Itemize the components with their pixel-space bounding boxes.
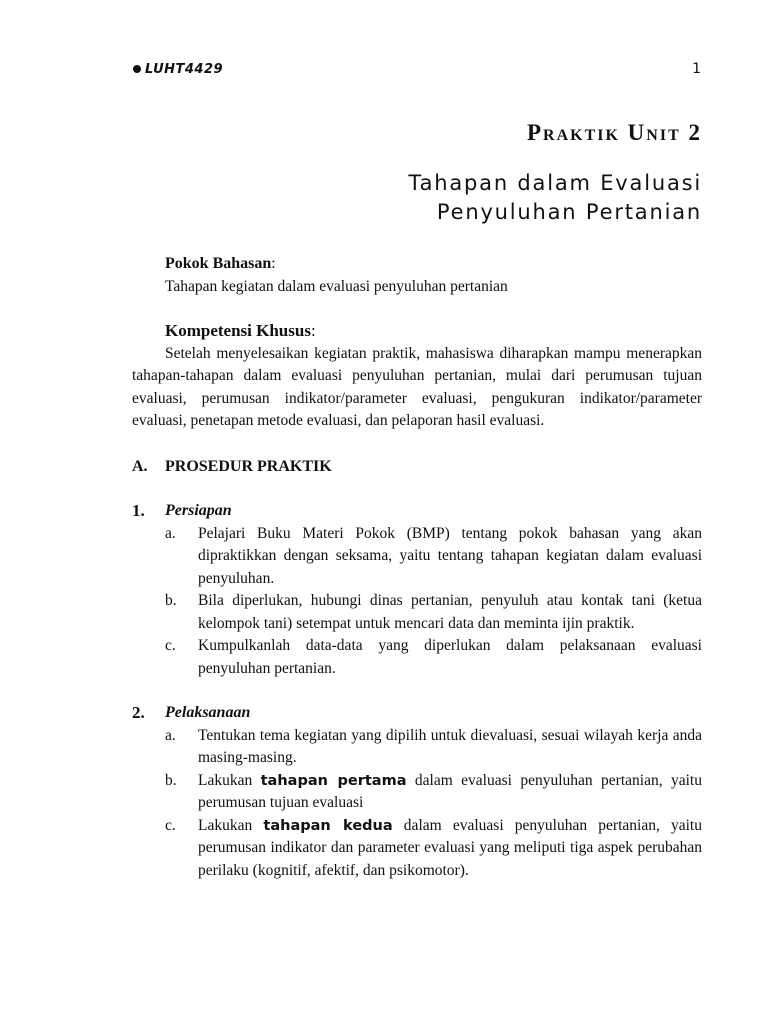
chapter-title-line-2: Penyuluhan Pertanian [436,200,702,224]
page-number: 1 [692,61,701,77]
list-item: b. Lakukan tahapan pertama dalam evaluasi penyuluhan pertanian, yaitu perumusan tujuan evaluasi [165,771,702,811]
step-2-list [132,725,702,883]
chapter-title [408,169,702,227]
step-1-list [132,523,702,681]
kompetensi-heading: Kompetensi Khusus: [165,321,316,340]
page-body [132,253,702,882]
list-item: a. Pelajari Buku Materi Pokok (BMP) tentang pokok bahasan yang akan dipraktikkan dengan seksama, yaitu tentang tahapan kegiatan dalam evaluasi penyuluhan. [165,524,702,587]
list-item: b. Bila diperlukan, hubungi dinas pertanian, penyuluh atau kontak tani (ketua kelompok tani) setempat untuk mencari data dan meminta ijin praktik. [165,592,702,632]
pokok-text: Tahapan kegiatan dalam evaluasi penyuluhan pertanian [165,277,508,295]
pokok-heading: Pokok Bahasan: [165,255,276,272]
list-item: a. Tentukan tema kegiatan yang dipilih untuk dievaluasi, sesuai wilayah kerja anda masing-masing. [165,726,702,766]
list-item: c. Lakukan tahapan kedua dalam evaluasi penyuluhan pertanian, yaitu perumusan indikator dan parameter evaluasi yang meliputi tiga aspek perubahan perilaku (kognitif, afektif, dan psikomotor). [165,816,702,879]
list-item: c. Kumpulkanlah data-data yang diperlukan dalam pelaksanaan evaluasi penyuluhan pertanian. [165,637,702,677]
course-code-text: LUHT4429 [145,61,224,77]
section-a-heading: A. PROSEDUR PRAKTIK [132,457,332,475]
kompetensi-text: Setelah menyelesaikan kegiatan praktik, mahasiswa diharapkan mampu menerapkan tahapan-tahapan dalam evaluasi penyuluhan pertanian, mulai dari perumusan tujuan evaluasi, perumusan indikator/parameter evaluasi, pengukuran indikator/parameter evaluasi, penetapan metode evaluasi, dan pelaporan hasil evaluasi. [132,344,702,429]
course-code [133,62,223,77]
bullet-icon [133,65,141,73]
step-2-heading: 2. Pelaksanaan [132,703,251,722]
chapter-title-line-1: Tahapan dalam Evaluasi [408,171,702,195]
step-1-heading: 1. Persiapan [132,501,232,520]
unit-title: Praktik Unit 2 [526,120,702,145]
page-header [133,61,701,77]
